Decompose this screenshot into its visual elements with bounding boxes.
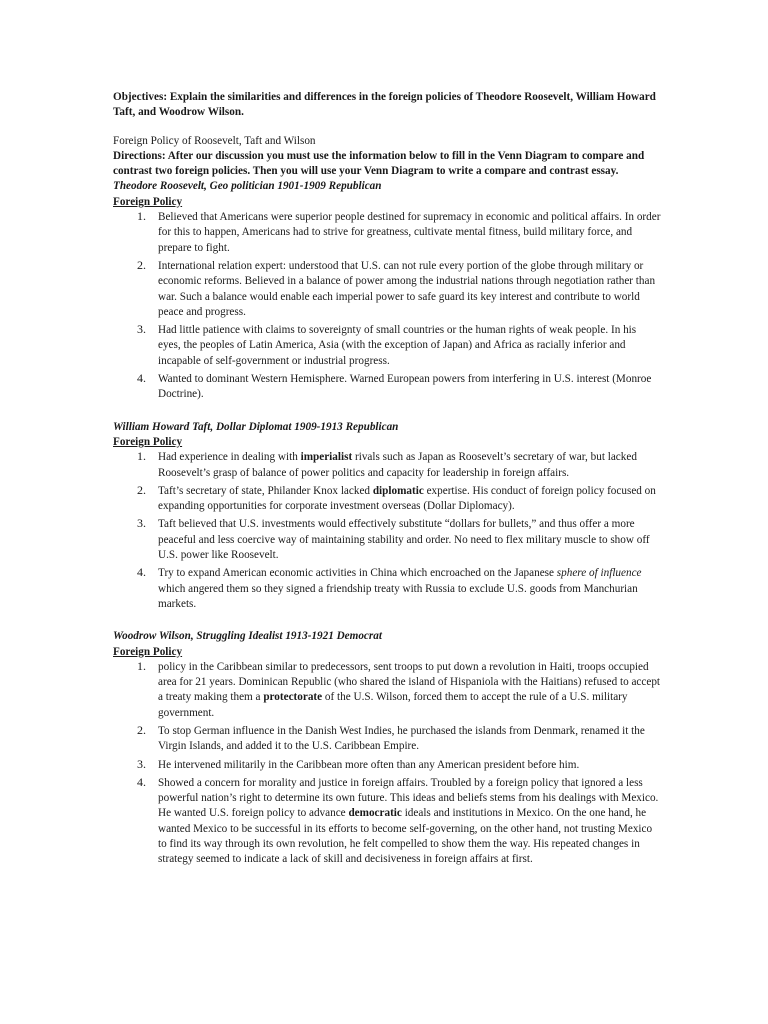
item-list bbox=[113, 450, 661, 612]
directions-text: Directions: After our discussion you must use the information below to fill in the Venn Diagram to compare and contrast two foreign policies. Then you will use your Venn Diagram to write a compare and contrast essay. bbox=[113, 149, 645, 178]
item-number: 4. bbox=[137, 565, 146, 580]
item-number: 1. bbox=[137, 209, 146, 224]
list-item bbox=[113, 758, 661, 773]
item-text: ideals and institutions in Mexico. On the one hand, he wanted Mexico to be successful in its efforts to become self-governing, on the other hand, not trusting Mexico to find its way through its own revolution, he felt compelled to show them the way. His repeated changes in strategy seemed to indicate a lack of skill and decisiveness in foreign affairs at first. bbox=[158, 807, 653, 866]
list-item bbox=[113, 566, 661, 612]
item-text: Taft’s secretary of state, Philander Knox lacked bbox=[158, 484, 373, 497]
list-item bbox=[113, 450, 661, 481]
item-text: To stop German influence in the Danish West Indies, he purchased the islands from Denmark, renamed it the Virgin Islands, and added it to the U.S. Caribbean Empire. bbox=[158, 724, 645, 753]
item-number: 2. bbox=[137, 257, 146, 272]
document-heading: Foreign Policy of Roosevelt, Taft and Wilson bbox=[113, 134, 316, 147]
emphasis-text: diplomatic bbox=[372, 484, 424, 497]
emphasis-text: protectorate bbox=[263, 691, 323, 704]
document-body bbox=[113, 90, 661, 871]
item-text: which angered them so they signed a friendship treaty with Russia to exclude U.S. goods from Manchurian markets. bbox=[158, 582, 638, 610]
list-item bbox=[113, 323, 661, 369]
item-text: Wanted to dominant Western Hemisphere. Warned European powers from interfering in U.S. interest (Monroe Doctrine). bbox=[158, 373, 652, 401]
list-item bbox=[113, 259, 661, 320]
list-item bbox=[113, 776, 661, 868]
item-text: International relation expert: understood that U.S. can not rule every portion of the globe through military or economic reforms. Believed in a balance of power among the industrial nations through negotiation rather than war. Such a balance would enable each imperial power to safe guard its key interest and contribute to world peace and progress. bbox=[158, 259, 656, 318]
section-title: Woodrow Wilson, Struggling Idealist 1913-1921 Democrat bbox=[113, 630, 382, 643]
item-number: 2. bbox=[137, 482, 146, 497]
list-item bbox=[113, 517, 661, 563]
section-subhead: Foreign Policy bbox=[113, 195, 183, 208]
section-wilson bbox=[113, 629, 661, 867]
item-text: Had little patience with claims to sovereignty of small countries or the human rights of weak people. In his eyes, the peoples of Latin America, Asia (with the exception of Japan) and Africa as racially inferior and incapable of self-government or industrial progress. bbox=[158, 324, 637, 367]
list-item bbox=[113, 660, 661, 721]
section-subhead: Foreign Policy bbox=[113, 435, 183, 448]
section-taft bbox=[113, 420, 661, 613]
item-text: policy in the Caribbean similar to predecessors, sent troops to put down a revolution in Haiti, troops occupied area for 21 years. Dominican Republic (who shared the island of Hispaniola with the Haitians) refused to accept a treaty making them a bbox=[158, 660, 661, 704]
item-text: Had experience in dealing with bbox=[158, 451, 301, 464]
item-text: Showed a concern for morality and justice in foreign affairs. Troubled by a foreign policy that ignored a less powerful nation’s right to determine its own future. This ideas and beliefs stems from his dealings with Mexico. He wanted U.S. foreign policy to advance bbox=[158, 776, 659, 820]
item-number: 4. bbox=[137, 371, 146, 386]
objectives-text: Objectives: Explain the similarities and differences in the foreign policies of Theodore Roosevelt, William Howard Taft, and Woodrow Wilson. bbox=[113, 91, 656, 119]
item-number: 1. bbox=[137, 449, 146, 464]
section-roosevelt bbox=[113, 179, 661, 402]
section-subhead: Foreign Policy bbox=[113, 645, 183, 658]
list-item bbox=[113, 210, 661, 256]
item-text: Taft believed that U.S. investments would effectively substitute “dollars for bullets,” and thus offer a more peaceful and less coercive way of maintaining stability and order. No need to flex military muscle to show off U.S. power like Roosevelt. bbox=[158, 518, 650, 562]
section-title: William Howard Taft, Dollar Diplomat 1909-1913 Republican bbox=[113, 420, 399, 433]
item-number: 3. bbox=[137, 516, 146, 531]
list-item bbox=[113, 724, 661, 755]
item-text: Believed that Americans were superior people destined for supremacy in economic and political affairs. In order for this to happen, Americans had to strive for greatness, cultivate mental fitness, build military force, and prepare to fight. bbox=[158, 211, 661, 254]
emphasis-text: imperialist bbox=[300, 451, 353, 464]
item-text: of the U.S. Wilson, forced them to accept the rule of a U.S. military government. bbox=[158, 691, 628, 719]
item-text: Try to expand American economic activities in China which encroached on the Japanese bbox=[158, 567, 557, 580]
list-item bbox=[113, 484, 661, 515]
emphasis-text: sphere of influence bbox=[556, 567, 642, 580]
list-item bbox=[113, 372, 661, 403]
item-number: 3. bbox=[137, 756, 146, 771]
item-list bbox=[113, 660, 661, 868]
item-number: 1. bbox=[137, 658, 146, 673]
item-text: He intervened militarily in the Caribbean more often than any American president before him. bbox=[158, 758, 580, 771]
item-number: 4. bbox=[137, 774, 146, 789]
item-text: expertise. His conduct of foreign policy focused on expanding opportunities for corporate investment overseas (Dollar Diplomacy). bbox=[158, 484, 656, 513]
item-text: rivals such as Japan as Roosevelt’s secretary of war, but lacked Roosevelt’s grasp of balance of power politics and capacity for leadership in foreign affairs. bbox=[158, 451, 637, 479]
item-list bbox=[113, 210, 661, 403]
item-number: 2. bbox=[137, 722, 146, 737]
item-number: 3. bbox=[137, 322, 146, 337]
section-title: Theodore Roosevelt, Geo politician 1901-1909 Republican bbox=[113, 180, 382, 193]
emphasis-text: democratic bbox=[348, 807, 402, 820]
